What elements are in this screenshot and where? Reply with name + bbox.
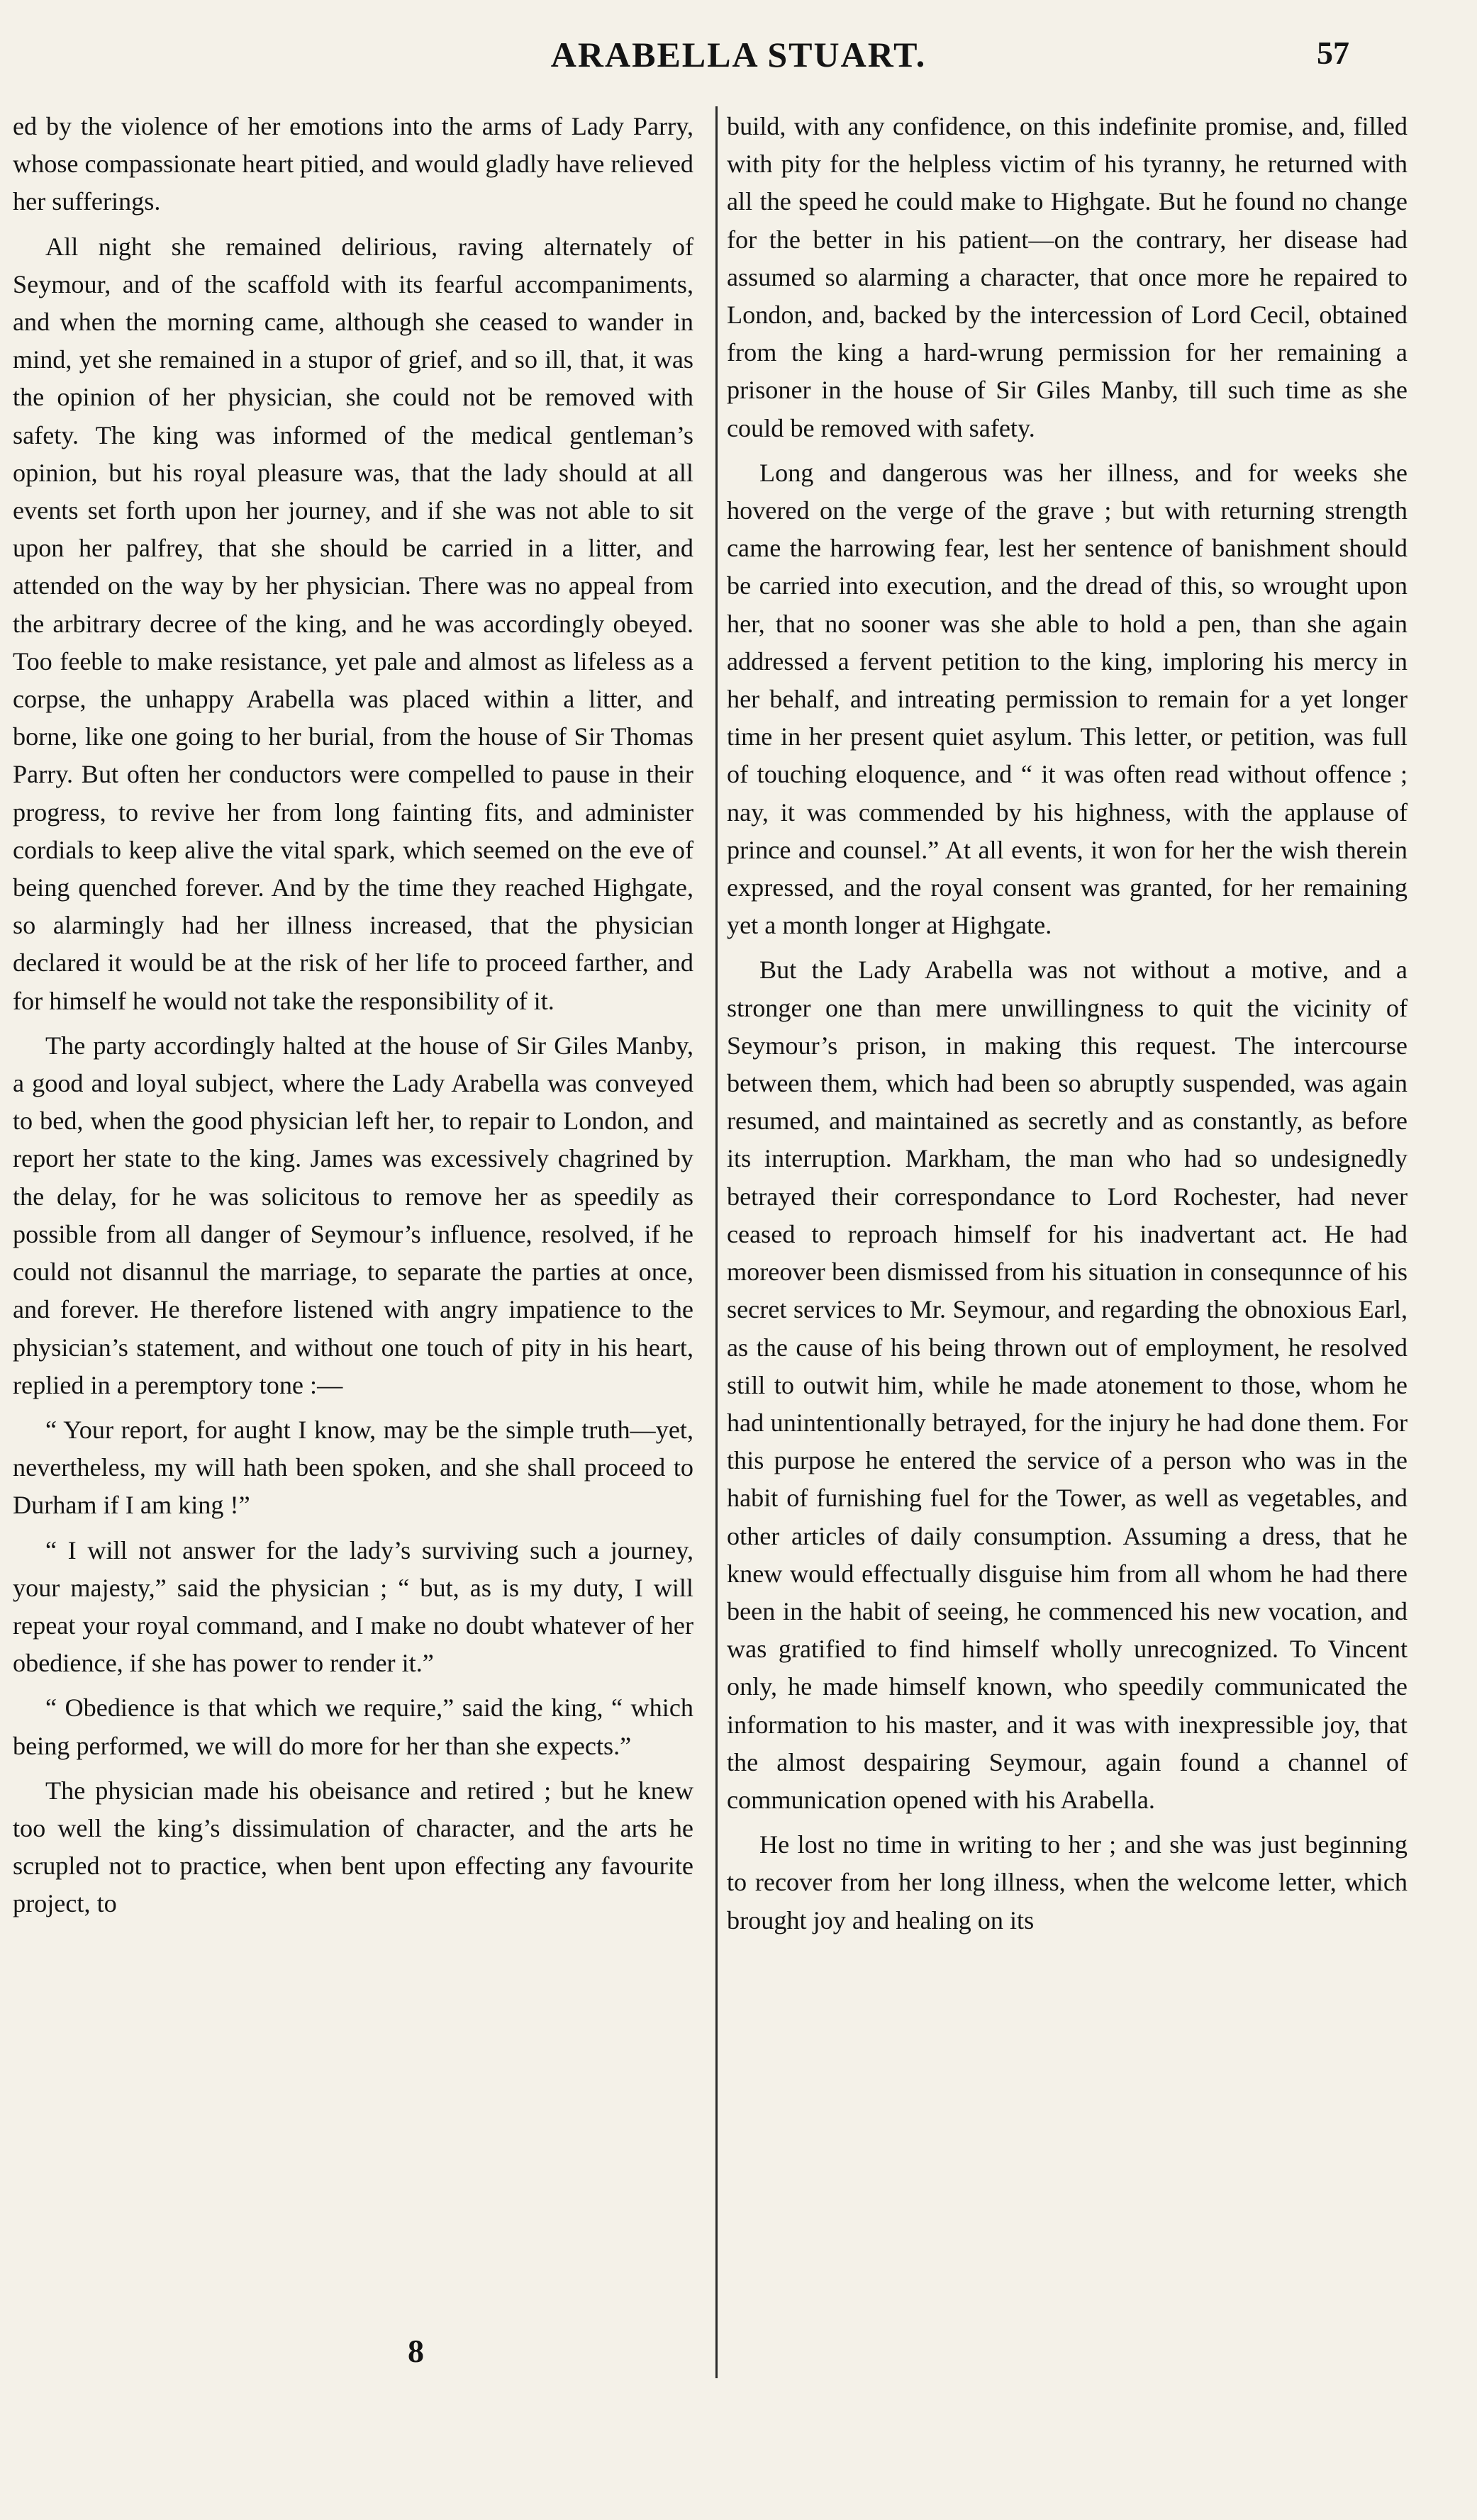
paragraph: “ I will not answer for the lady’s surviving such a journey, your majesty,” said the physician ; “ but, as is my duty, I will repeat your royal command, and I make no doubt whatever of her obedience, if she has power to render it.” xyxy=(13,1535,693,1678)
running-title: ARABELLA STUART. xyxy=(550,35,927,74)
paragraph: But the Lady Arabella was not without a motive, and a stronger one than mere unwillingness to quit the vicinity of Seymour’s prison, in making this request. The intercourse between them, which had been so abruptly suspended, was again resumed, and maintained as secretly and as constantly, as before its interruption. Markham, the man who had so undesignedly betrayed their correspondance to Lord Rochester, had never ceased to reproach himself for his inadvertant act. He had moreover been dismissed from his situation in consequnnce of his secret services to Mr. Seymour, and regarding the obnoxious Earl, as the cause of his being thrown out of employment, he resolved still to outwit him, while he made atonement to those, whom he had unintentionally betrayed, for the injury he had done them. For this purpose he entered the service of a person who was in the habit of furnishing fuel for the Tower, as well as vegetables, and other articles of daily consumption. Assuming a dress, that he knew would effectually disguise him from all whom he had there been in the habit of seeing, he commenced his new vocation, and was gratified to find himself wholly unrecognized. To Vincent only, he made himself known, who speedily communicated the information to his master, and it was with inexpressible joy, that the almost despairing Seymour, again found a channel of communication opened with his Arabella. xyxy=(727,956,1408,1814)
paragraph: build, with any confidence, on this indefinite promise, and, filled with pity for the helpless victim of his tyranny, he returned with all the speed he could make to Highgate. But he found no change for the better in his patient—on the contrary, her disease had assumed so alarming a character, that once more he repaired to London, and, backed by the intercession of Lord Cecil, obtained from the king a hard-wrung permission for her remaining a prisoner in the house of Sir Giles Manby, till such time as she could be removed with safety. xyxy=(727,112,1408,442)
paragraph: He lost no time in writing to her ; and she was just beginning to recover from her long illness, when the welcome letter, which brought joy and healing on its xyxy=(727,1830,1408,1934)
column-divider xyxy=(715,106,718,2378)
paragraph: The physician made his obeisance and retired ; but he knew too well the king’s dissimulation of character, and the arts he scrupled not to practice, when bent upon effecting any favourite project, to xyxy=(13,1776,693,1918)
signature-mark: 8 xyxy=(408,2333,424,2369)
paragraph: The party accordingly halted at the house of Sir Giles Manby, a good and loyal subject, where the Lady Arabella was conveyed to bed, when the good physician left her, to repair to London, and report her state to the king. James was excessively chagrined by the delay, for he was solicitous to remove her as speedily as possible from all danger of Seymour’s influence, resolved, if he could not disannul the marriage, to separate the parties at once, and forever. He therefore listened with angry impatience to the physician’s statement, and without one touch of pity in his heart, replied in a peremptory tone :— xyxy=(13,1031,693,1399)
page-header xyxy=(0,34,1477,84)
right-column xyxy=(727,108,1408,1947)
left-column xyxy=(13,108,693,1930)
paragraph: “ Obedience is that which we require,” said the king, “ which being performed, we will do more for her than she expects.” xyxy=(13,1693,693,1760)
paragraph: Long and dangerous was her illness, and for weeks she hovered on the verge of the grave ; but with returning strength came the harrowing fear, lest her sentence of banishment should be carried into execution, and the dread of this, so wrought upon her, that no sooner was she able to hold a pen, than she again addressed a fervent petition to the king, imploring his mercy in her behalf, and intreating permission to remain for a yet longer time in her present quiet asylum. This letter, or petition, was full of touching eloquence, and “ it was often read without offence ; nay, it was commended by his highness, with the applause of prince and counsel.” At all events, it won for her the wish therein expressed, and the royal consent was granted, for her remaining yet a month longer at Highgate. xyxy=(727,458,1408,940)
paragraph: “ Your report, for aught I know, may be the simple truth—yet, nevertheless, my will hath been spoken, and she shall proceed to Durham if I am king !” xyxy=(13,1415,693,1520)
paragraph: All night she remained delirious, raving alternately of Seymour, and of the scaffold with its fearful accompaniments, and when the morning came, although she ceased to wander in mind, yet she remained in a stupor of grief, and so ill, that, it was the opinion of her physician, she could not be removed with safety. The king was informed of the medical gentleman’s opinion, but his royal pleasure was, that the lady should at all events set forth upon her journey, and if she was not able to sit upon her palfrey, that she should be carried in a litter, and attended on the way by her physician. There was no appeal from the arbitrary decree of the king, and he was accordingly obeyed. Too feeble to make resistance, yet pale and almost as lifeless as a corpse, the unhappy Arabella was placed within a litter, and borne, like one going to her burial, from the house of Sir Thomas Parry. But often her conductors were compelled to pause in their progress, to revive her from long fainting fits, and administer cordials to keep alive the vital spark, which seemed on the eve of being quenched forever. And by the time they reached Highgate, so alarmingly had her illness increased, that the physician declared it would be at the risk of her life to proceed farther, and for himself he would not take the responsibility of it. xyxy=(13,232,693,1015)
paragraph: ed by the violence of her emotions into the arms of Lady Parry, whose compassionate heart pitied, and would gladly have relieved her sufferings. xyxy=(13,112,693,216)
page-number: 57 xyxy=(1317,35,1349,71)
